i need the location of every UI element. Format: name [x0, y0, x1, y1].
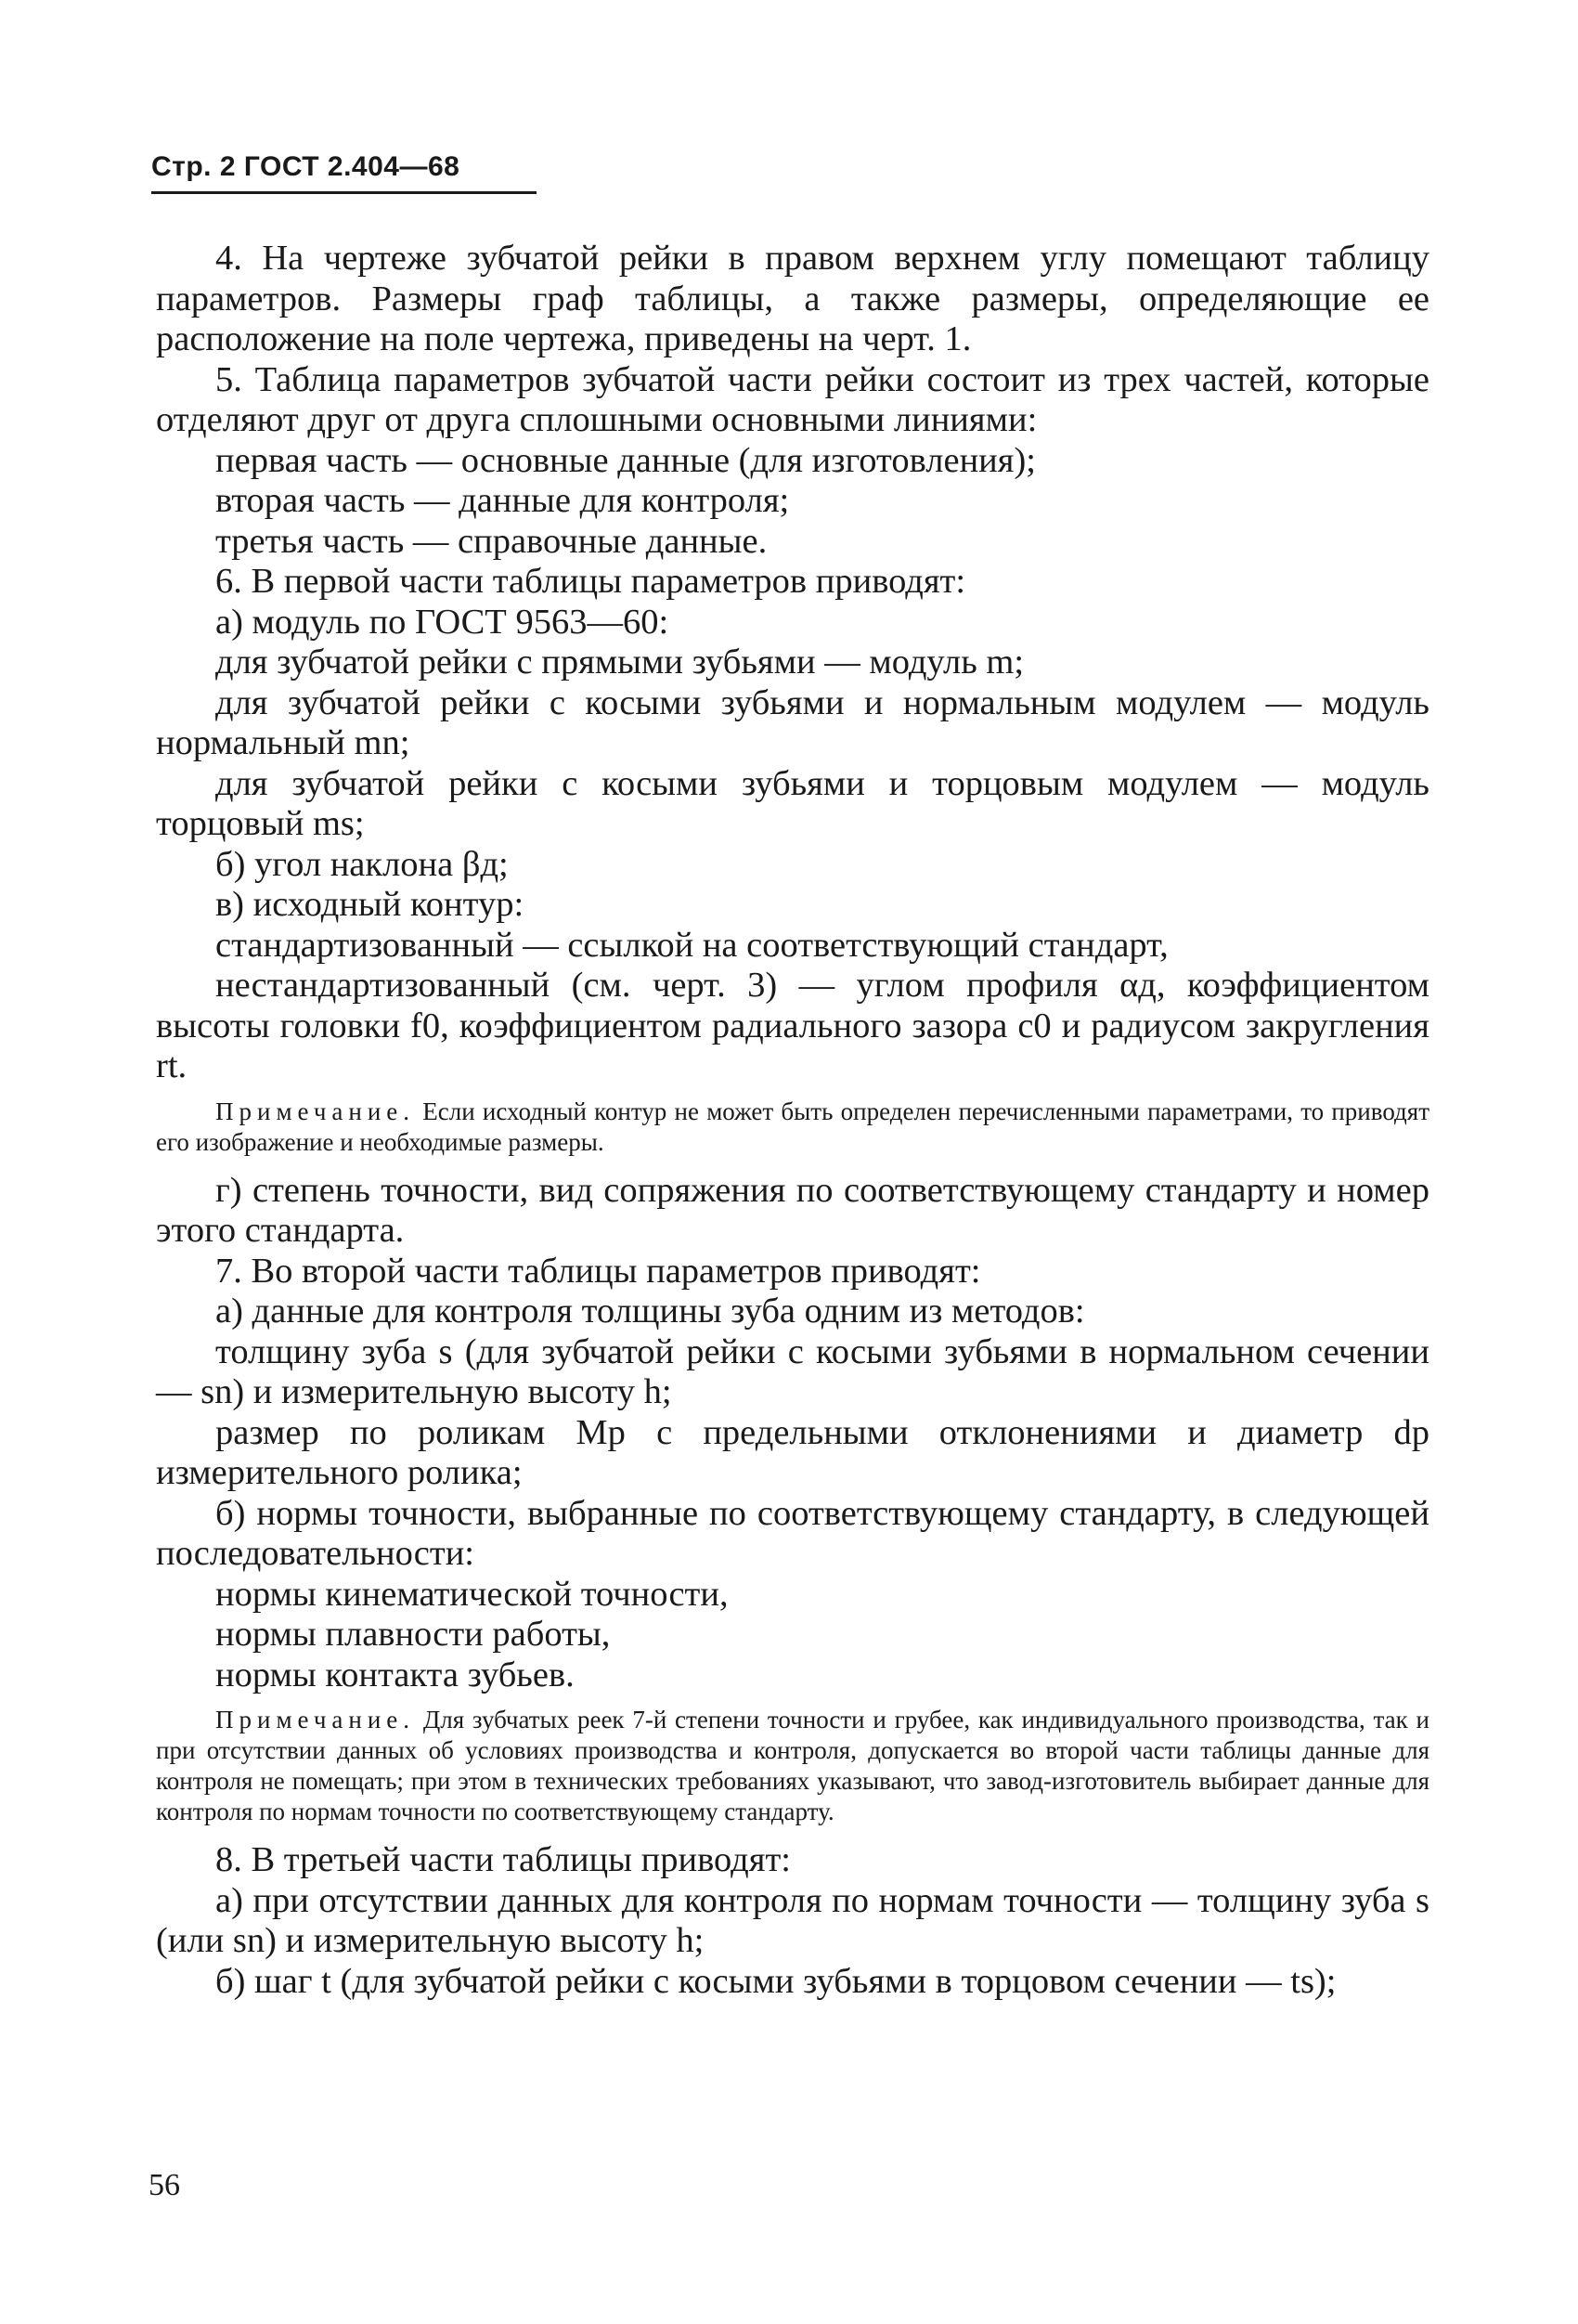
page-number: 56	[149, 2168, 180, 2202]
note-2-label: Примечание.	[215, 1706, 416, 1733]
paragraph-8: 8. В третьей части таблицы приводят:	[215, 1840, 791, 1879]
note-2-text: Для зубчатых реек 7-й степени точности и грубее, как индивидуального производства, так и при отсутствии данных об условиях производства и контроля, допускается во второй части таблицы данные для контроля не помещать; при этом в технических требованиях указывают, что завод-изготовитель выбирает данные для контроля по нормам точности по соответствующему стандарту.	[156, 1706, 1429, 1825]
paragraph-6-d: г) степень точности, вид сопряжения по соответствующему стандарту и номер этого стандарта.	[156, 1170, 1429, 1250]
note-2	[156, 1705, 1429, 1827]
paragraph-6-b: б) угол наклона βд;	[215, 844, 509, 884]
paragraph-7-b: б) нормы точности, выбранные по соответствующему стандарту, в следующей последовательности:	[156, 1493, 1429, 1573]
paragraph-6-c: в) исходный контур:	[215, 885, 524, 924]
header-text: Стр. 2 ГОСТ 2.404—68	[151, 151, 460, 182]
paragraph-8-b: б) шаг t (для зубчатой рейки с косыми зубьями в торцовом сечении — ts);	[215, 1961, 1337, 2001]
note-1	[156, 1097, 1429, 1158]
paragraph-6: 6. В первой части таблицы параметров приводят:	[215, 562, 966, 601]
paragraph-6-c-2: нестандартизованный (см. черт. 3) — углом профиля αд, коэффициентом высоты головки f0, коэффициентом радиального зазора c0 и радиусом закругления rt.	[156, 966, 1429, 1085]
document-body	[156, 239, 1429, 2002]
paragraph-8-a: а) при отсутствии данных для контроля по нормам точности — толщину зуба s (или sn) и измерительную высоту h;	[156, 1880, 1429, 1960]
paragraph-4: 4. На чертеже зубчатой рейки в правом верхнем углу помещают таблицу параметров. Размеры граф таблицы, а также размеры, определяющие ее расположение на поле чертежа, приведены на черт. 1.	[156, 239, 1429, 358]
paragraph-6-a-2: для зубчатой рейки с косыми зубьями и нормальным модулем — модуль нормальный mn;	[156, 682, 1429, 762]
header-rule	[151, 191, 537, 194]
paragraph-6-a-1: для зубчатой рейки с прямыми зубьями — модуль m;	[215, 643, 1025, 682]
paragraph-6-a-3: для зубчатой рейки с косыми зубьями и торцовым модулем — модуль торцовый ms;	[156, 763, 1429, 843]
paragraph-7-a-2: размер по роликам Mр с предельными отклонениями и диаметр dр измерительного ролика;	[156, 1412, 1429, 1492]
paragraph-7-a: а) данные для контроля толщины зуба одним из методов:	[215, 1292, 1085, 1331]
paragraph-5: 5. Таблица параметров зубчатой части рейки состоит из трех частей, которые отделяют друг от друга сплошными основными линиями:	[156, 359, 1429, 439]
page-header	[151, 149, 537, 194]
note-1-text: Если исходный контур не может быть определен перечисленными параметрами, то приводят его изображение и необходимые размеры.	[156, 1097, 1429, 1156]
paragraph-6-c-1: стандартизованный — ссылкой на соответствующий стандарт,	[215, 925, 1169, 965]
paragraph-7-b-3: нормы контакта зубьев.	[215, 1655, 575, 1694]
paragraph-5-item-2: вторая часть — данные для контроля;	[215, 481, 790, 520]
paragraph-7-b-1: нормы кинематической точности,	[215, 1574, 729, 1614]
paragraph-7-a-1: толщину зуба s (для зубчатой рейки с косыми зубьями в нормальном сечении — sn) и измерительную высоту h;	[156, 1331, 1429, 1411]
paragraph-7-b-2: нормы плавности работы,	[215, 1615, 611, 1654]
note-1-label: Примечание.	[215, 1097, 416, 1125]
paragraph-5-item-1: первая часть — основные данные (для изготовления);	[215, 440, 1036, 480]
paragraph-6-a: а) модуль по ГОСТ 9563—60:	[215, 602, 669, 642]
paragraph-7: 7. Во второй части таблицы параметров приводят:	[215, 1251, 981, 1291]
paragraph-5-item-3: третья часть — справочные данные.	[215, 521, 768, 561]
